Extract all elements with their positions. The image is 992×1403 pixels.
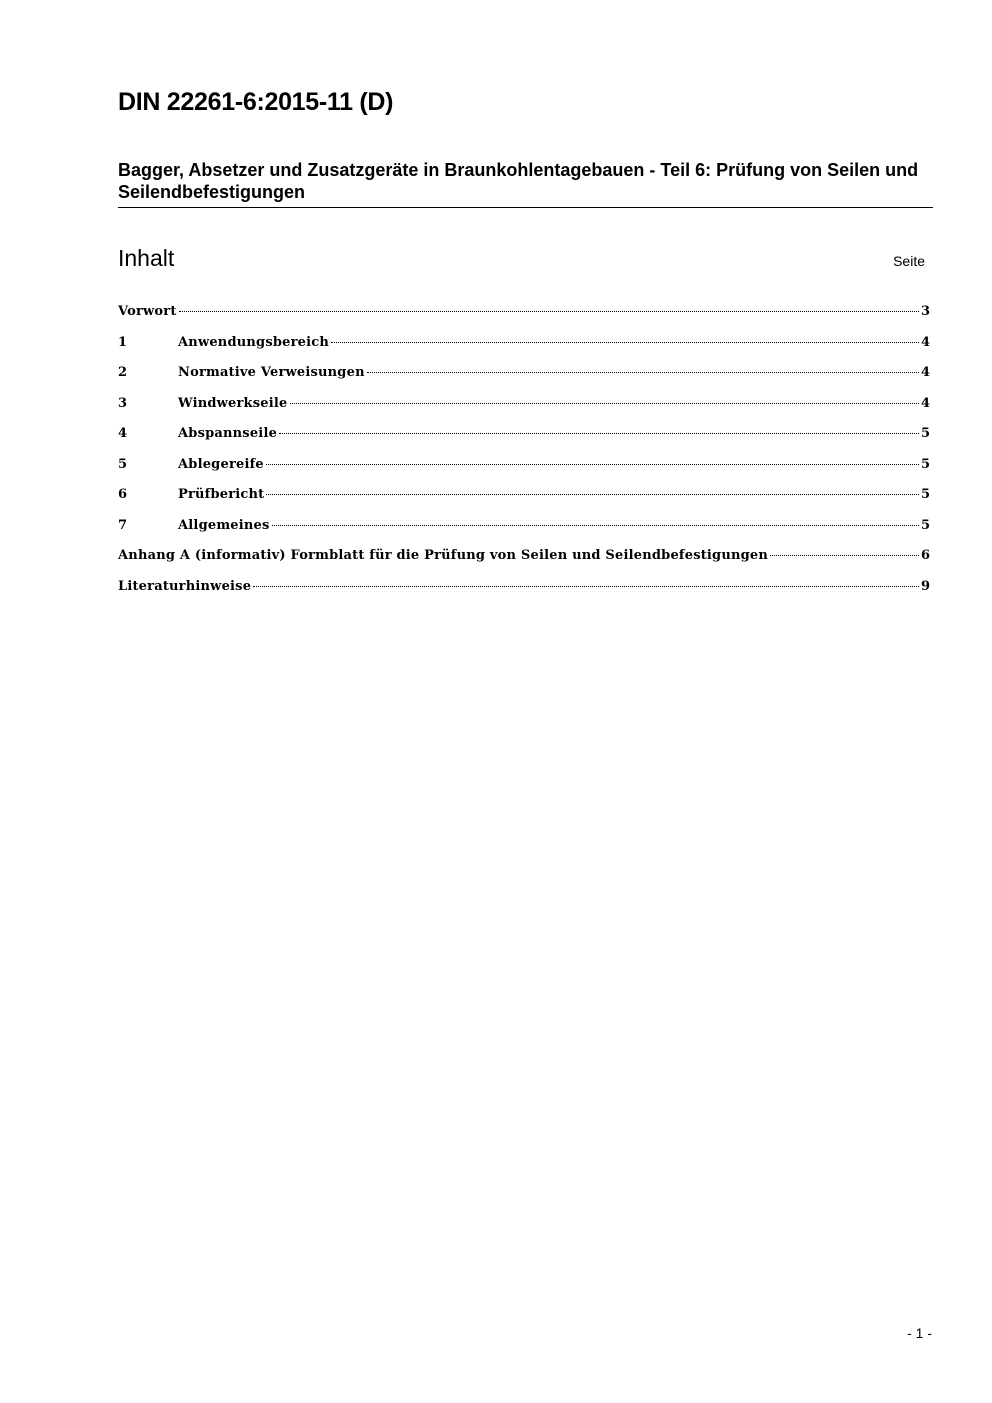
toc-heading: Inhalt (118, 245, 175, 271)
toc-entry-allgemeines[interactable] (118, 516, 930, 547)
toc-entry-vorwort[interactable] (118, 302, 930, 333)
toc-entry-page: 3 (920, 304, 930, 319)
toc-entry-normative-verweisungen[interactable] (118, 363, 930, 394)
toc-dot-leader (266, 464, 919, 465)
toc-entry-anwendungsbereich[interactable] (118, 333, 930, 364)
toc-entry-text: Anwendungsbereich (178, 334, 330, 350)
toc-dot-leader (367, 372, 919, 373)
page-number: - 1 - (907, 1325, 932, 1341)
toc-page-column-label: Seite (893, 253, 925, 269)
toc-entry-number: 3 (118, 395, 128, 411)
toc-entry-number: 5 (118, 456, 128, 472)
toc-entry-page: 4 (920, 334, 930, 350)
toc-entry-page: 4 (920, 395, 930, 411)
toc-entry-page: 5 (920, 517, 930, 533)
toc-dot-leader (279, 433, 919, 434)
toc-dot-leader (290, 403, 919, 404)
toc-entry-number: 2 (118, 365, 128, 380)
toc-entry-ablegereife[interactable] (118, 455, 930, 486)
toc-entry-number: 7 (118, 517, 128, 533)
toc-entry-text: Normative Verweisungen (178, 365, 365, 380)
toc-entry-text: Allgemeines (178, 517, 270, 533)
toc-entry-page: 5 (920, 426, 930, 441)
document-title: Bagger, Absetzer und Zusatzgeräte in Braunkohlentagebauen - Teil 6: Prüfung von Seilen und Seilendbefestigungen (118, 159, 933, 208)
toc-entry-windwerkseile[interactable] (118, 394, 930, 425)
toc-entry-abspannseile[interactable] (118, 424, 930, 455)
toc-dot-leader (266, 494, 919, 495)
toc-entry-pruefbericht[interactable] (118, 485, 930, 516)
toc-entry-literaturhinweise[interactable] (118, 577, 930, 608)
toc-entry-page: 4 (920, 365, 930, 380)
toc-entry-page: 5 (920, 487, 930, 502)
toc-dot-leader (272, 525, 919, 526)
document-id: DIN 22261-6:2015-11 (D) (118, 88, 394, 116)
toc-dot-leader (331, 342, 919, 343)
toc-entry-text: Literaturhinweise (118, 578, 252, 594)
toc-entry-text: Abspannseile (178, 426, 278, 441)
toc-dot-leader (770, 555, 919, 556)
toc-entry-number: 1 (118, 334, 128, 350)
toc-entry-number: 4 (118, 426, 128, 441)
toc-entry-anhang-a[interactable] (118, 546, 930, 577)
toc-entry-text: Ablegereife (178, 456, 264, 472)
toc-entry-page: 5 (920, 456, 930, 472)
toc-entry-page: 9 (920, 578, 930, 594)
toc-entry-text: Prüfbericht (178, 487, 265, 502)
toc-dot-leader (253, 586, 919, 587)
toc-entry-page: 6 (920, 548, 930, 563)
table-of-contents (118, 302, 930, 607)
toc-entry-text: Windwerkseile (178, 395, 288, 411)
toc-entry-text: Vorwort (118, 304, 177, 319)
toc-entry-text: Anhang A (informativ) Formblatt für die Prüfung von Seilen und Seilendbefestigungen (118, 548, 769, 563)
toc-dot-leader (179, 311, 919, 312)
toc-entry-number: 6 (118, 487, 128, 502)
